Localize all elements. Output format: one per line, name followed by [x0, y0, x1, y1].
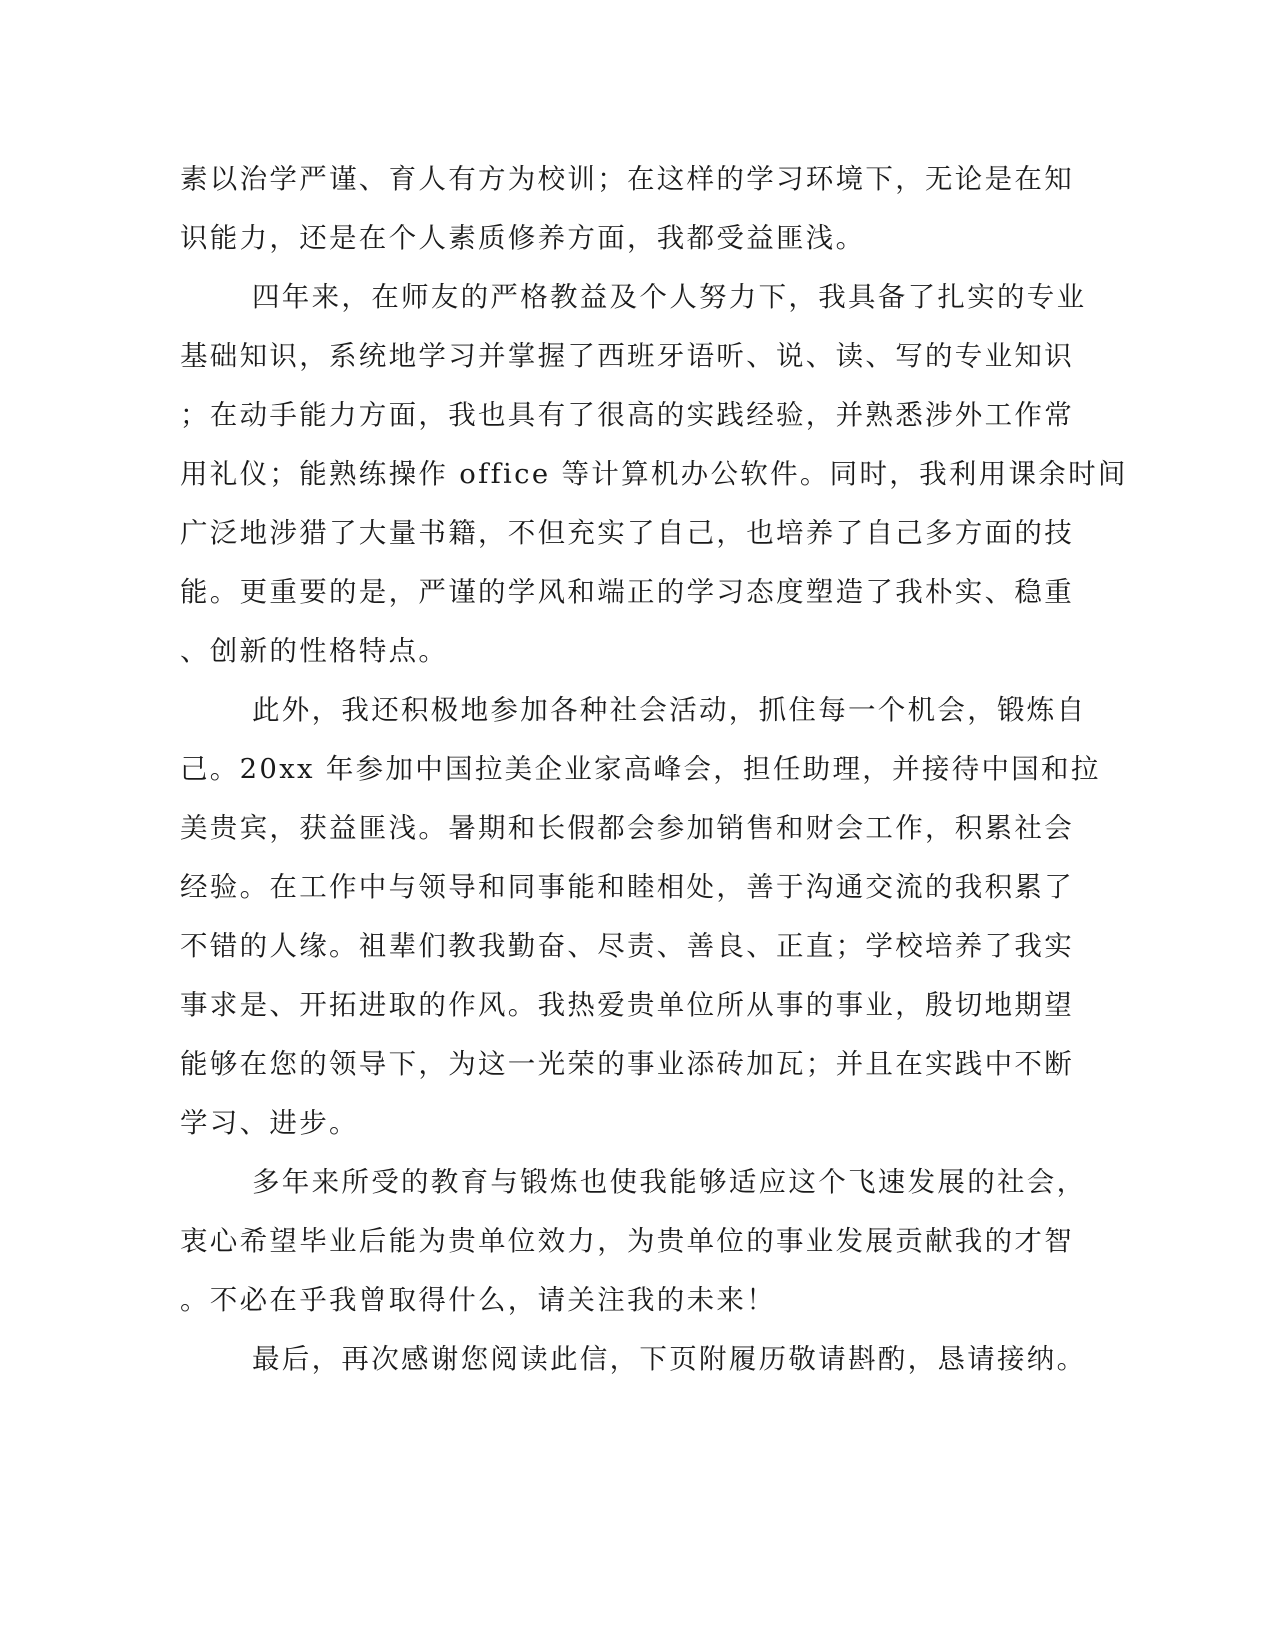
text-line: 不错的人缘。祖辈们教我勤奋、尽责、善良、正直；学校培养了我实	[180, 930, 1074, 962]
text-line: 最后，再次感谢您阅读此信，下页附履历敬请斟酌，恳请接纳。	[252, 1343, 1087, 1375]
text-line: 多年来所受的教育与锻炼也使我能够适应这个飞速发展的社会，	[252, 1166, 1087, 1198]
text-line: 、创新的性格特点。	[180, 635, 449, 667]
text-line: 学习、进步。	[180, 1107, 359, 1139]
paragraph	[180, 1153, 1087, 1330]
text-line: 事求是、开拓进取的作风。我热爱贵单位所从事的事业，殷切地期望	[180, 989, 1074, 1021]
text-line: 能。更重要的是，严谨的学风和端正的学习态度塑造了我朴实、稳重	[180, 576, 1074, 608]
text-line: 。不必在乎我曾取得什么，请关注我的未来！	[180, 1284, 776, 1316]
text-line: 识能力，还是在个人素质修养方面，我都受益匪浅。	[180, 222, 866, 254]
text-line: 能够在您的领导下，为这一光荣的事业添砖加瓦；并且在实践中不断	[180, 1048, 1074, 1080]
text-line: 衷心希望毕业后能为贵单位效力，为贵单位的事业发展贡献我的才智	[180, 1225, 1074, 1257]
paragraph	[180, 150, 1074, 268]
paragraph	[180, 1330, 1087, 1389]
text-line: 美贵宾，获益匪浅。暑期和长假都会参加销售和财会工作，积累社会	[180, 812, 1074, 844]
text-line: 己。20xx 年参加中国拉美企业家高峰会，担任助理，并接待中国和拉	[180, 753, 1101, 785]
text-line: 四年来，在师友的严格教益及个人努力下，我具备了扎实的专业	[252, 281, 1087, 313]
text-line: 此外，我还积极地参加各种社会活动，抓住每一个机会，锻炼自	[252, 694, 1087, 726]
text-line: ；在动手能力方面，我也具有了很高的实践经验，并熟悉涉外工作常	[180, 399, 1074, 431]
paragraph	[180, 681, 1101, 1153]
text-line: 基础知识，系统地学习并掌握了西班牙语听、说、读、写的专业知识	[180, 340, 1074, 372]
text-line: 经验。在工作中与领导和同事能和睦相处，善于沟通交流的我积累了	[180, 871, 1074, 903]
text-line: 广泛地涉猎了大量书籍，不但充实了自己，也培养了自己多方面的技	[180, 517, 1074, 549]
text-line: 素以治学严谨、育人有方为校训；在这样的学习环境下，无论是在知	[180, 163, 1074, 195]
paragraph	[180, 268, 1128, 681]
text-line: 用礼仪；能熟练操作 office 等计算机办公软件。同时，我利用课余时间	[180, 458, 1128, 490]
letter-body	[180, 150, 1128, 1389]
